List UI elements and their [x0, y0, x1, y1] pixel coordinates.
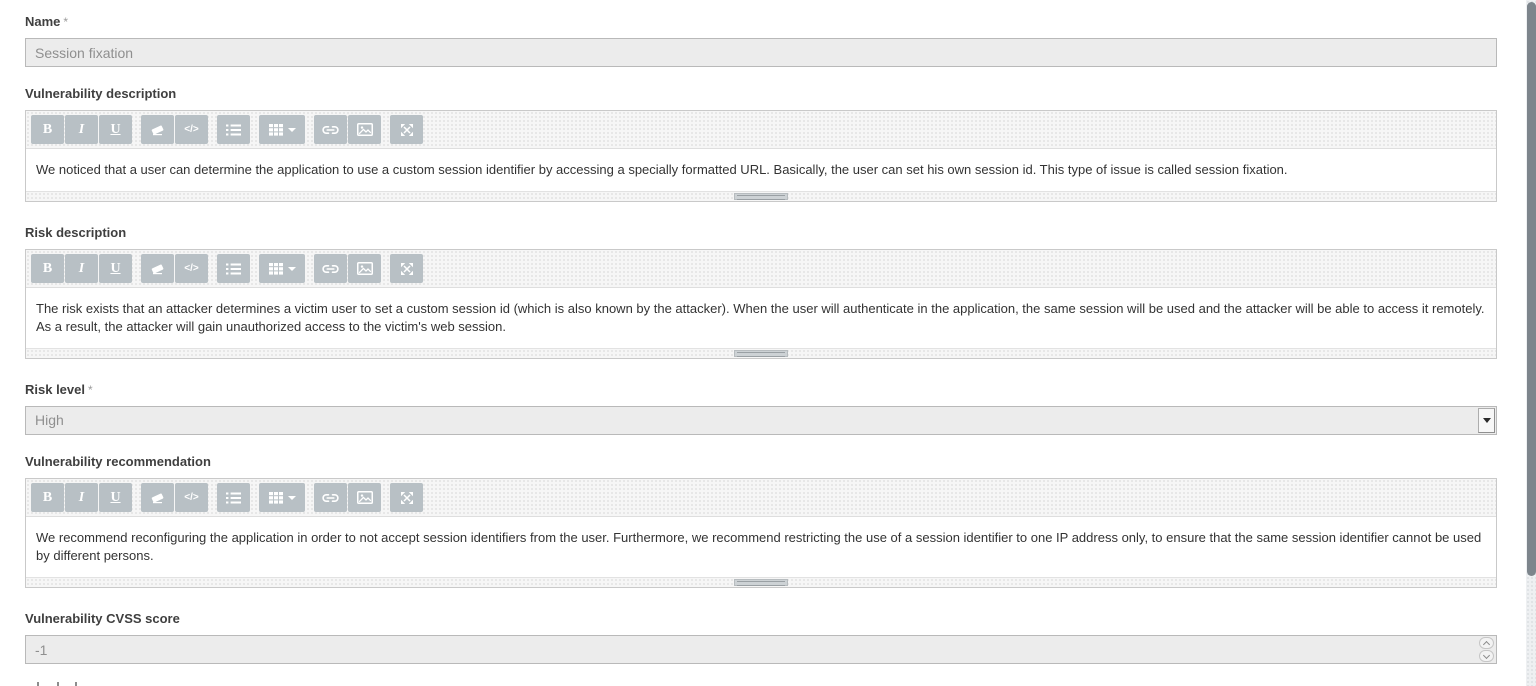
- underline-button[interactable]: [99, 115, 132, 144]
- underline-glyph: U: [110, 121, 121, 137]
- risk-description-content[interactable]: The risk exists that an attacker determines a victim user to set a custom session id (which is also known by the attacker). When the user will authenticate in the application, the same session will be used and the attacker will be able to access it remotely. As a result, the attacker will gain unauthorized access to the victim's web session.: [26, 288, 1496, 348]
- fullscreen-button[interactable]: [390, 254, 423, 283]
- fullscreen-button[interactable]: [390, 483, 423, 512]
- table-icon: [269, 263, 283, 275]
- editor-statusbar: [26, 577, 1496, 587]
- clear-code-button-group: [141, 254, 209, 283]
- vulnerability-recommendation-editor: [25, 478, 1497, 588]
- resize-handle[interactable]: [734, 579, 788, 586]
- bold-glyph: B: [42, 489, 53, 505]
- unordered-list-button[interactable]: [217, 254, 250, 283]
- risk-level-select[interactable]: [25, 406, 1497, 435]
- eraser-icon: [150, 492, 165, 504]
- underline-glyph: U: [110, 260, 121, 276]
- chevron-down-icon: [1483, 418, 1491, 423]
- chevron-down-icon: [1483, 651, 1490, 658]
- spinner-up-button[interactable]: [1479, 637, 1494, 649]
- unordered-list-button[interactable]: [217, 483, 250, 512]
- bold-button[interactable]: [31, 254, 64, 283]
- italic-glyph: I: [78, 121, 85, 137]
- view-button-group: [390, 115, 424, 144]
- unordered-list-button[interactable]: [217, 115, 250, 144]
- clear-code-button-group: [141, 483, 209, 512]
- table-icon: [269, 124, 283, 136]
- fullscreen-icon: [400, 491, 414, 505]
- name-field-label: [25, 0, 1497, 29]
- view-button-group: [390, 483, 424, 512]
- required-marker: *: [88, 383, 93, 397]
- eraser-icon: [150, 263, 165, 275]
- view-button-group: [390, 254, 424, 283]
- clipped-next-field-label: [25, 682, 1497, 686]
- editor-statusbar: [26, 191, 1496, 201]
- table-button-group: [259, 115, 306, 144]
- italic-glyph: I: [78, 489, 85, 505]
- resize-handle[interactable]: [734, 350, 788, 357]
- eraser-icon: [150, 124, 165, 136]
- insert-button-group: [314, 254, 382, 283]
- italic-button[interactable]: [65, 115, 98, 144]
- risk-level-field-label: [25, 383, 1497, 397]
- select-dropmarker[interactable]: [1478, 408, 1495, 433]
- code-view-button[interactable]: [175, 254, 208, 283]
- editor-statusbar: [26, 348, 1496, 358]
- risk-description-editor: [25, 249, 1497, 359]
- picture-button[interactable]: [348, 254, 381, 283]
- editor-toolbar: [26, 111, 1496, 149]
- picture-icon: [357, 491, 373, 504]
- link-icon: [322, 124, 339, 136]
- vulnerability-description-editor: [25, 110, 1497, 202]
- fullscreen-icon: [400, 262, 414, 276]
- name-input[interactable]: [25, 38, 1497, 67]
- chevron-down-icon: [288, 496, 296, 500]
- fullscreen-button[interactable]: [390, 115, 423, 144]
- underline-button[interactable]: [99, 254, 132, 283]
- table-button[interactable]: [259, 254, 305, 283]
- unordered-list-icon: [226, 492, 241, 504]
- editor-toolbar: [26, 250, 1496, 288]
- table-button[interactable]: [259, 115, 305, 144]
- code-view-icon: </>: [184, 492, 199, 503]
- bold-glyph: B: [42, 121, 53, 137]
- code-view-button[interactable]: [175, 115, 208, 144]
- vulnerability-recommendation-content[interactable]: We recommend reconfiguring the application in order to not accept session identifiers from the user. Furthermore, we recommend restricting the use of a session identifier to one IP address only, to ensure that the same session identifier cannot be used by different persons.: [26, 517, 1496, 577]
- font-style-button-group: [31, 254, 133, 283]
- table-button[interactable]: [259, 483, 305, 512]
- scrollbar-thumb[interactable]: [1527, 2, 1536, 576]
- font-style-button-group: [31, 115, 133, 144]
- chevron-up-icon: [1483, 640, 1490, 647]
- clear-code-button-group: [141, 115, 209, 144]
- cvss-score-label: Vulnerability CVSS score: [25, 611, 180, 626]
- risk-level-selected-value: High: [35, 412, 64, 428]
- list-button-group: [217, 483, 251, 512]
- scrollbar-track[interactable]: [1525, 0, 1536, 686]
- chevron-down-icon: [288, 267, 296, 271]
- required-marker: *: [63, 15, 69, 29]
- insert-button-group: [314, 115, 382, 144]
- picture-button[interactable]: [348, 115, 381, 144]
- table-icon: [269, 492, 283, 504]
- picture-button[interactable]: [348, 483, 381, 512]
- eraser-button[interactable]: [141, 483, 174, 512]
- eraser-button[interactable]: [141, 115, 174, 144]
- italic-button[interactable]: [65, 483, 98, 512]
- code-view-icon: </>: [184, 263, 199, 274]
- bold-glyph: B: [42, 260, 53, 276]
- underline-glyph: U: [110, 489, 121, 505]
- unordered-list-icon: [226, 263, 241, 275]
- italic-glyph: I: [78, 260, 85, 276]
- edit-finding-form: [25, 0, 1497, 686]
- underline-button[interactable]: [99, 483, 132, 512]
- chevron-down-icon: [288, 128, 296, 132]
- bold-button[interactable]: [31, 115, 64, 144]
- insert-button-group: [314, 483, 382, 512]
- eraser-button[interactable]: [141, 254, 174, 283]
- list-button-group: [217, 115, 251, 144]
- table-button-group: [259, 254, 306, 283]
- editor-toolbar: [26, 479, 1496, 517]
- name-label-text: Name: [25, 14, 61, 29]
- vulnerability-description-content[interactable]: We noticed that a user can determine the application to use a custom session identifier by accessing a specially formatted URL. Basically, the user can set his own session id. This type of issue is called session fixation.: [26, 149, 1496, 191]
- link-icon: [322, 263, 339, 275]
- cvss-score-field: [25, 635, 1497, 664]
- number-spinner: [1479, 637, 1494, 662]
- vulnerability-description-label: Vulnerability description: [25, 86, 177, 101]
- link-icon: [322, 492, 339, 504]
- picture-icon: [357, 262, 373, 275]
- link-button[interactable]: [314, 115, 347, 144]
- italic-button[interactable]: [65, 254, 98, 283]
- font-style-button-group: [31, 483, 133, 512]
- link-button[interactable]: [314, 483, 347, 512]
- unordered-list-icon: [226, 124, 241, 136]
- resize-handle[interactable]: [734, 193, 788, 200]
- bold-button[interactable]: [31, 483, 64, 512]
- fullscreen-icon: [400, 123, 414, 137]
- code-view-button[interactable]: [175, 483, 208, 512]
- code-view-icon: </>: [184, 124, 199, 135]
- risk-description-label: Risk description: [25, 225, 127, 240]
- spinner-down-button[interactable]: [1479, 650, 1494, 662]
- vulnerability-recommendation-label: Vulnerability recommendation: [25, 454, 211, 469]
- list-button-group: [217, 254, 251, 283]
- cvss-score-input[interactable]: [25, 635, 1497, 664]
- risk-level-label-text: Risk level: [25, 382, 85, 397]
- picture-icon: [357, 123, 373, 136]
- link-button[interactable]: [314, 254, 347, 283]
- table-button-group: [259, 483, 306, 512]
